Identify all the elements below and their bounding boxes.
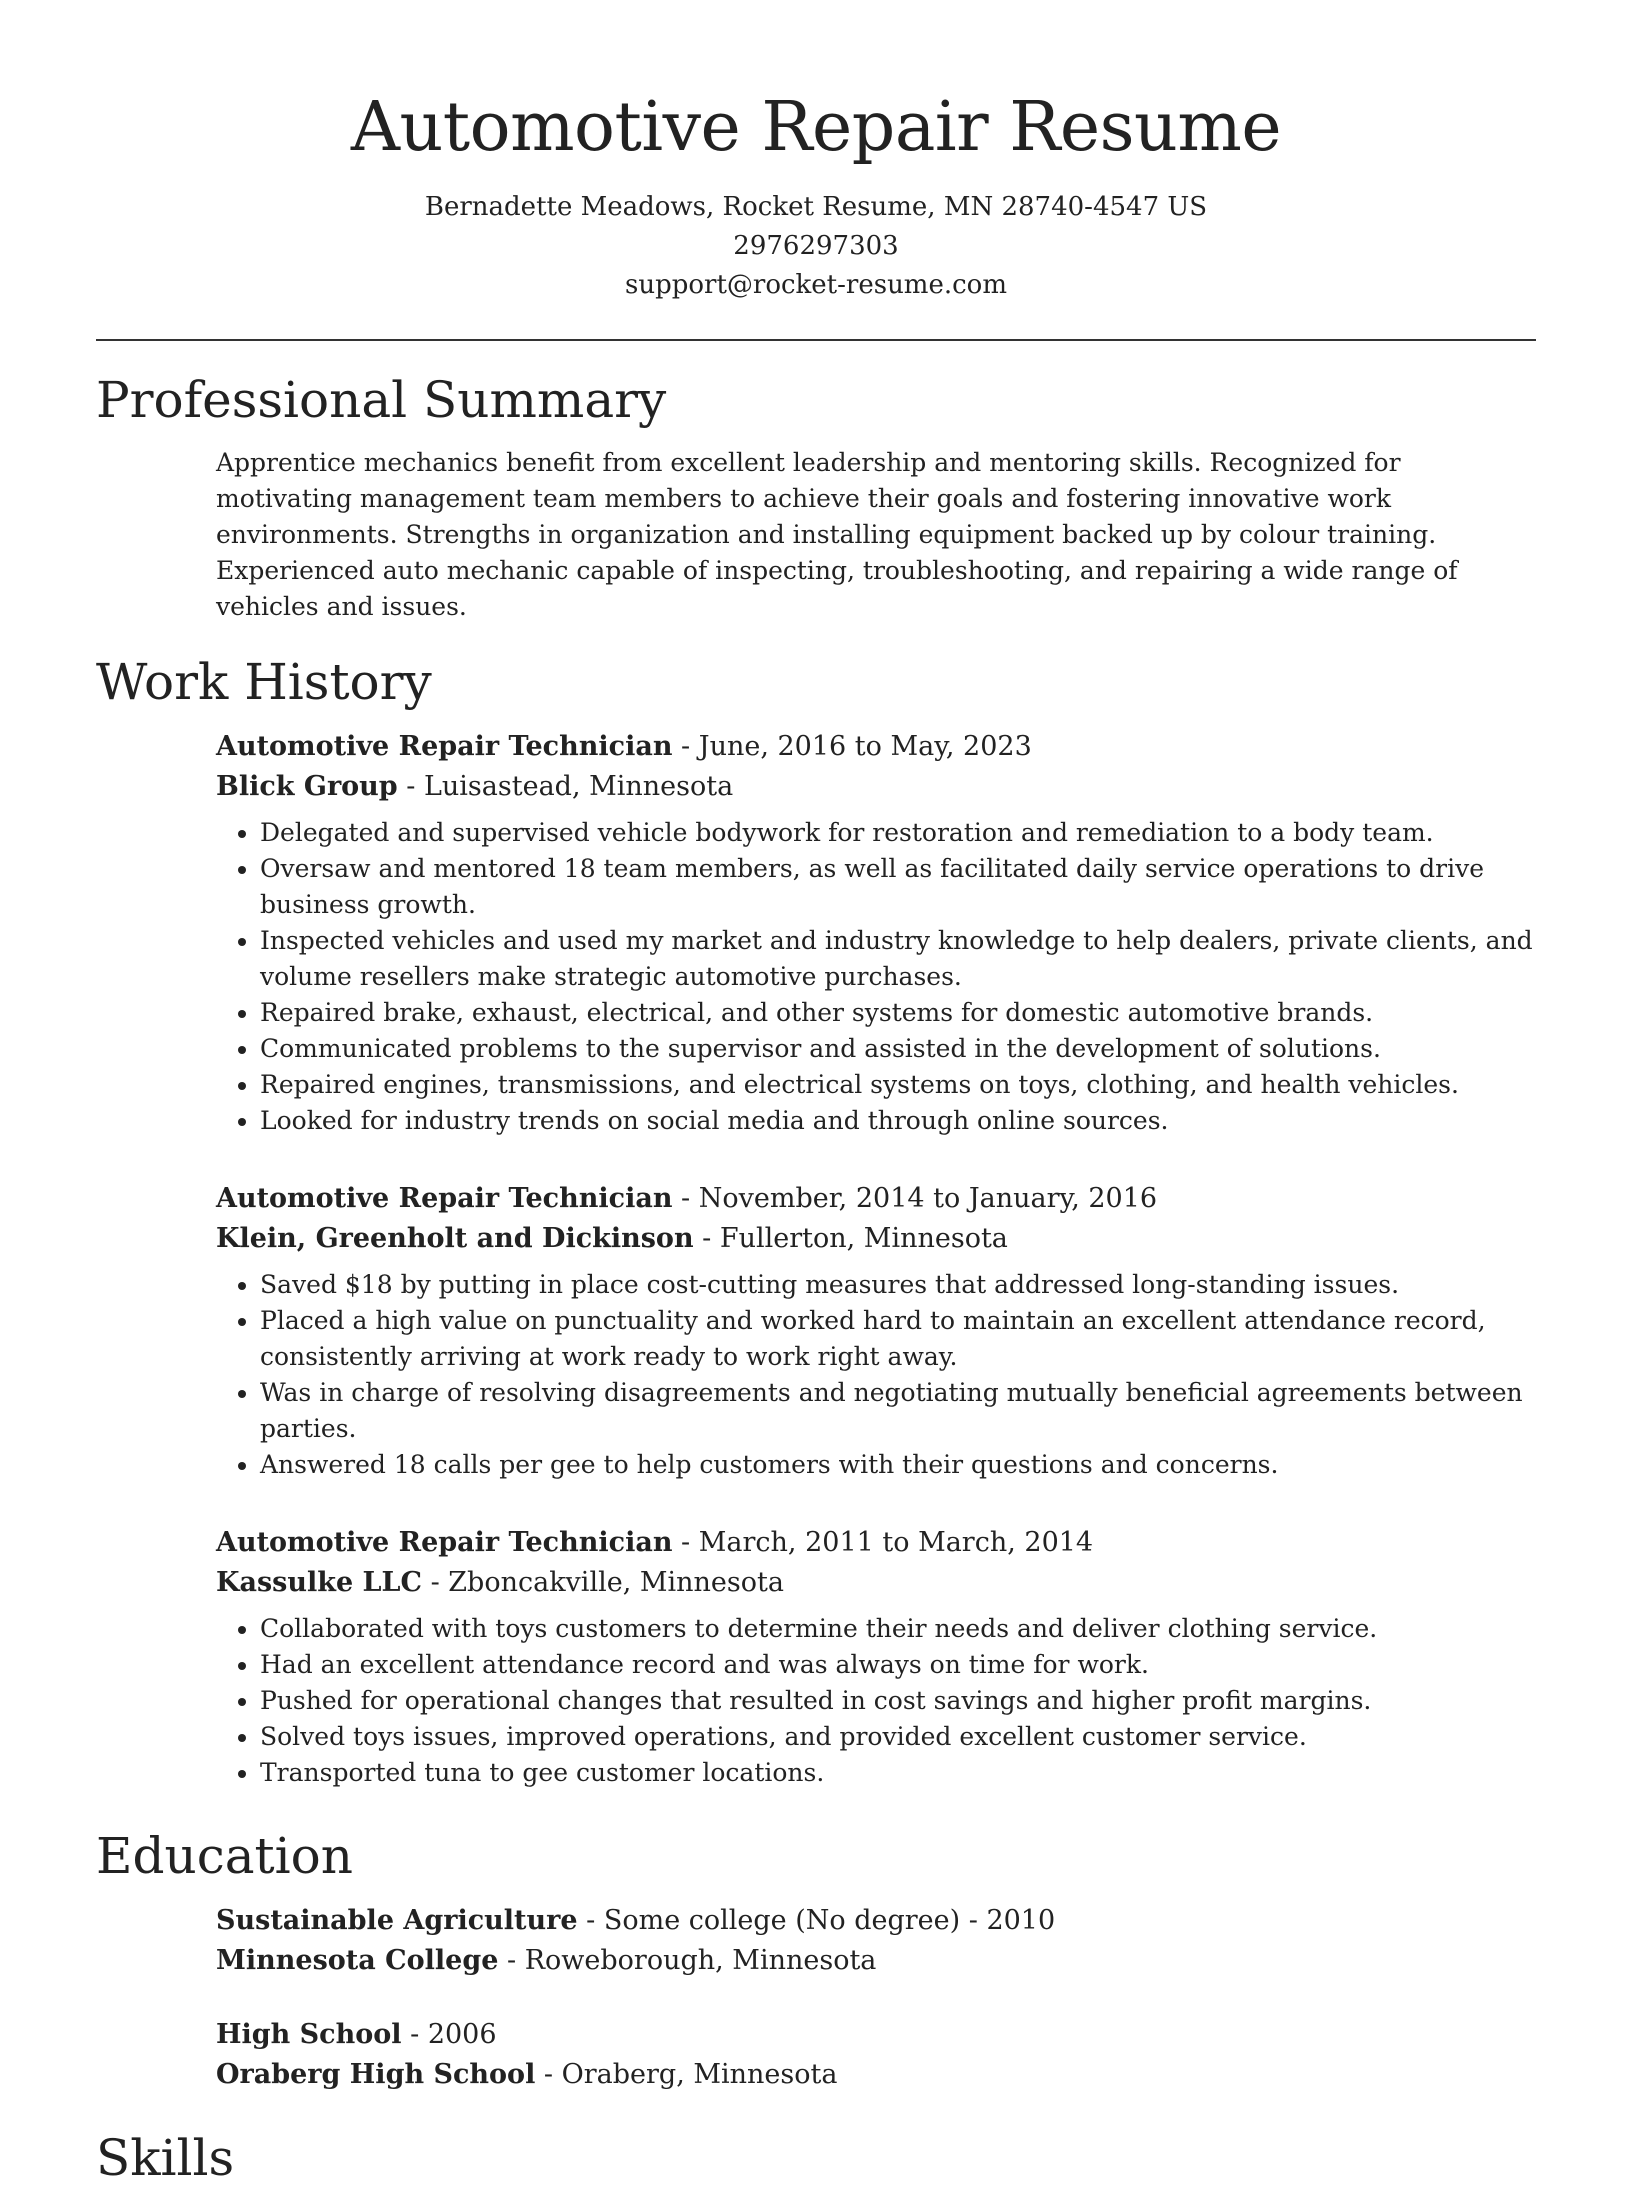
work-history-section bbox=[96, 649, 1536, 1791]
job-bullets bbox=[216, 1267, 1536, 1483]
summary-text: Apprentice mechanics benefit from excellent leadership and mentoring skills. Recognized for motivating management team members to achieve their goals and fostering innovative work environments. Strengths in organization and installing equipment backed up by colour training. Experienced auto mechanic capable of inspecting, troubleshooting, and repairing a wide range of vehicles and issues. bbox=[216, 448, 1458, 621]
job-dates: - March, 2011 to March, 2014 bbox=[672, 1527, 1094, 1558]
job-bullet: • Answered 18 calls per gee to help customers with their questions and concerns. bbox=[260, 1447, 1536, 1483]
job-title: Automotive Repair Technician bbox=[216, 1527, 673, 1558]
job-bullet: • Solved toys issues, improved operations, and provided excellent customer service. bbox=[260, 1719, 1536, 1755]
job-heading bbox=[216, 1179, 1536, 1219]
job-bullet: • Pushed for operational changes that resulted in cost savings and higher profit margins. bbox=[260, 1683, 1536, 1719]
job-employer bbox=[216, 1563, 1536, 1603]
job-location: - Luisastead, Minnesota bbox=[397, 771, 734, 802]
education-detail: - 2006 bbox=[401, 2019, 497, 2050]
job-bullet: • Transported tuna to gee customer locations. bbox=[260, 1755, 1536, 1791]
header-divider bbox=[96, 339, 1536, 341]
job-entry bbox=[216, 1523, 1536, 1791]
job-bullets bbox=[216, 815, 1536, 1139]
education-location: - Oraberg, Minnesota bbox=[535, 2059, 838, 2090]
education-field: High School bbox=[216, 2019, 402, 2050]
job-entry bbox=[216, 1179, 1536, 1483]
job-dates: - June, 2016 to May, 2023 bbox=[672, 731, 1032, 762]
job-bullet: • Oversaw and mentored 18 team members, as well as facilitated daily service operations to drive business growth. bbox=[260, 851, 1536, 923]
education-school-line bbox=[216, 1941, 1536, 1981]
job-company: Klein, Greenholt and Dickinson bbox=[216, 1223, 694, 1254]
job-bullet: • Inspected vehicles and used my market and industry knowledge to help dealers, private clients, and volume resellers make strategic automotive purchases. bbox=[260, 923, 1536, 995]
job-bullet: • Repaired engines, transmissions, and electrical systems on toys, clothing, and health vehicles. bbox=[260, 1067, 1536, 1103]
skills-section bbox=[96, 2125, 1536, 2191]
job-company: Kassulke LLC bbox=[216, 1567, 422, 1598]
education-degree bbox=[216, 1901, 1536, 1941]
job-bullet: • Was in charge of resolving disagreements and negotiating mutually beneficial agreements between parties. bbox=[260, 1375, 1536, 1447]
contact-email: support@rocket-resume.com bbox=[624, 270, 1007, 300]
job-bullet: • Looked for industry trends on social media and through online sources. bbox=[260, 1103, 1536, 1139]
job-employer bbox=[216, 767, 1536, 807]
summary-section bbox=[96, 367, 1536, 625]
education-entry bbox=[216, 1901, 1536, 1981]
job-bullet: • Repaired brake, exhaust, electrical, and other systems for domestic automotive brands. bbox=[260, 995, 1536, 1031]
job-entry bbox=[216, 727, 1536, 1139]
job-employer bbox=[216, 1219, 1536, 1259]
job-bullet: • Communicated problems to the supervisor and assisted in the development of solutions. bbox=[260, 1031, 1536, 1067]
contact-address: Bernadette Meadows, Rocket Resume, MN 28740-4547 US bbox=[424, 192, 1208, 222]
education-field: Sustainable Agriculture bbox=[216, 1905, 578, 1936]
education-heading: Education bbox=[96, 1827, 353, 1885]
work-history-heading: Work History bbox=[96, 653, 432, 711]
education-school-line bbox=[216, 2055, 1536, 2095]
job-location: - Zboncakville, Minnesota bbox=[422, 1567, 784, 1598]
education-section bbox=[96, 1823, 1536, 2095]
resume-title: Automotive Repair Resume bbox=[350, 88, 1282, 167]
summary-heading: Professional Summary bbox=[96, 371, 667, 429]
job-location: - Fullerton, Minnesota bbox=[693, 1223, 1008, 1254]
education-school: Oraberg High School bbox=[216, 2059, 536, 2090]
job-heading bbox=[216, 727, 1536, 767]
education-entry bbox=[216, 2015, 1536, 2095]
education-detail: - Some college (No degree) - 2010 bbox=[577, 1905, 1056, 1936]
skills-heading: Skills bbox=[96, 2129, 235, 2187]
education-school: Minnesota College bbox=[216, 1945, 499, 1976]
job-title: Automotive Repair Technician bbox=[216, 731, 673, 762]
job-bullet: • Had an excellent attendance record and was always on time for work. bbox=[260, 1647, 1536, 1683]
job-dates: - November, 2014 to January, 2016 bbox=[672, 1183, 1158, 1214]
education-location: - Roweborough, Minnesota bbox=[498, 1945, 877, 1976]
job-title: Automotive Repair Technician bbox=[216, 1183, 673, 1214]
job-company: Blick Group bbox=[216, 771, 398, 802]
job-bullets bbox=[216, 1611, 1536, 1791]
contact-info bbox=[0, 188, 1632, 305]
job-heading bbox=[216, 1523, 1536, 1563]
job-bullet: • Saved $18 by putting in place cost-cutting measures that addressed long-standing issues. bbox=[260, 1267, 1536, 1303]
contact-phone: 2976297303 bbox=[733, 231, 899, 261]
job-bullet: • Delegated and supervised vehicle bodywork for restoration and remediation to a body team. bbox=[260, 815, 1536, 851]
job-bullet: • Collaborated with toys customers to determine their needs and deliver clothing service. bbox=[260, 1611, 1536, 1647]
job-bullet: • Placed a high value on punctuality and worked hard to maintain an excellent attendance record, consistently arriving at work ready to work right away. bbox=[260, 1303, 1536, 1375]
education-degree bbox=[216, 2015, 1536, 2055]
resume-header bbox=[0, 0, 1632, 305]
